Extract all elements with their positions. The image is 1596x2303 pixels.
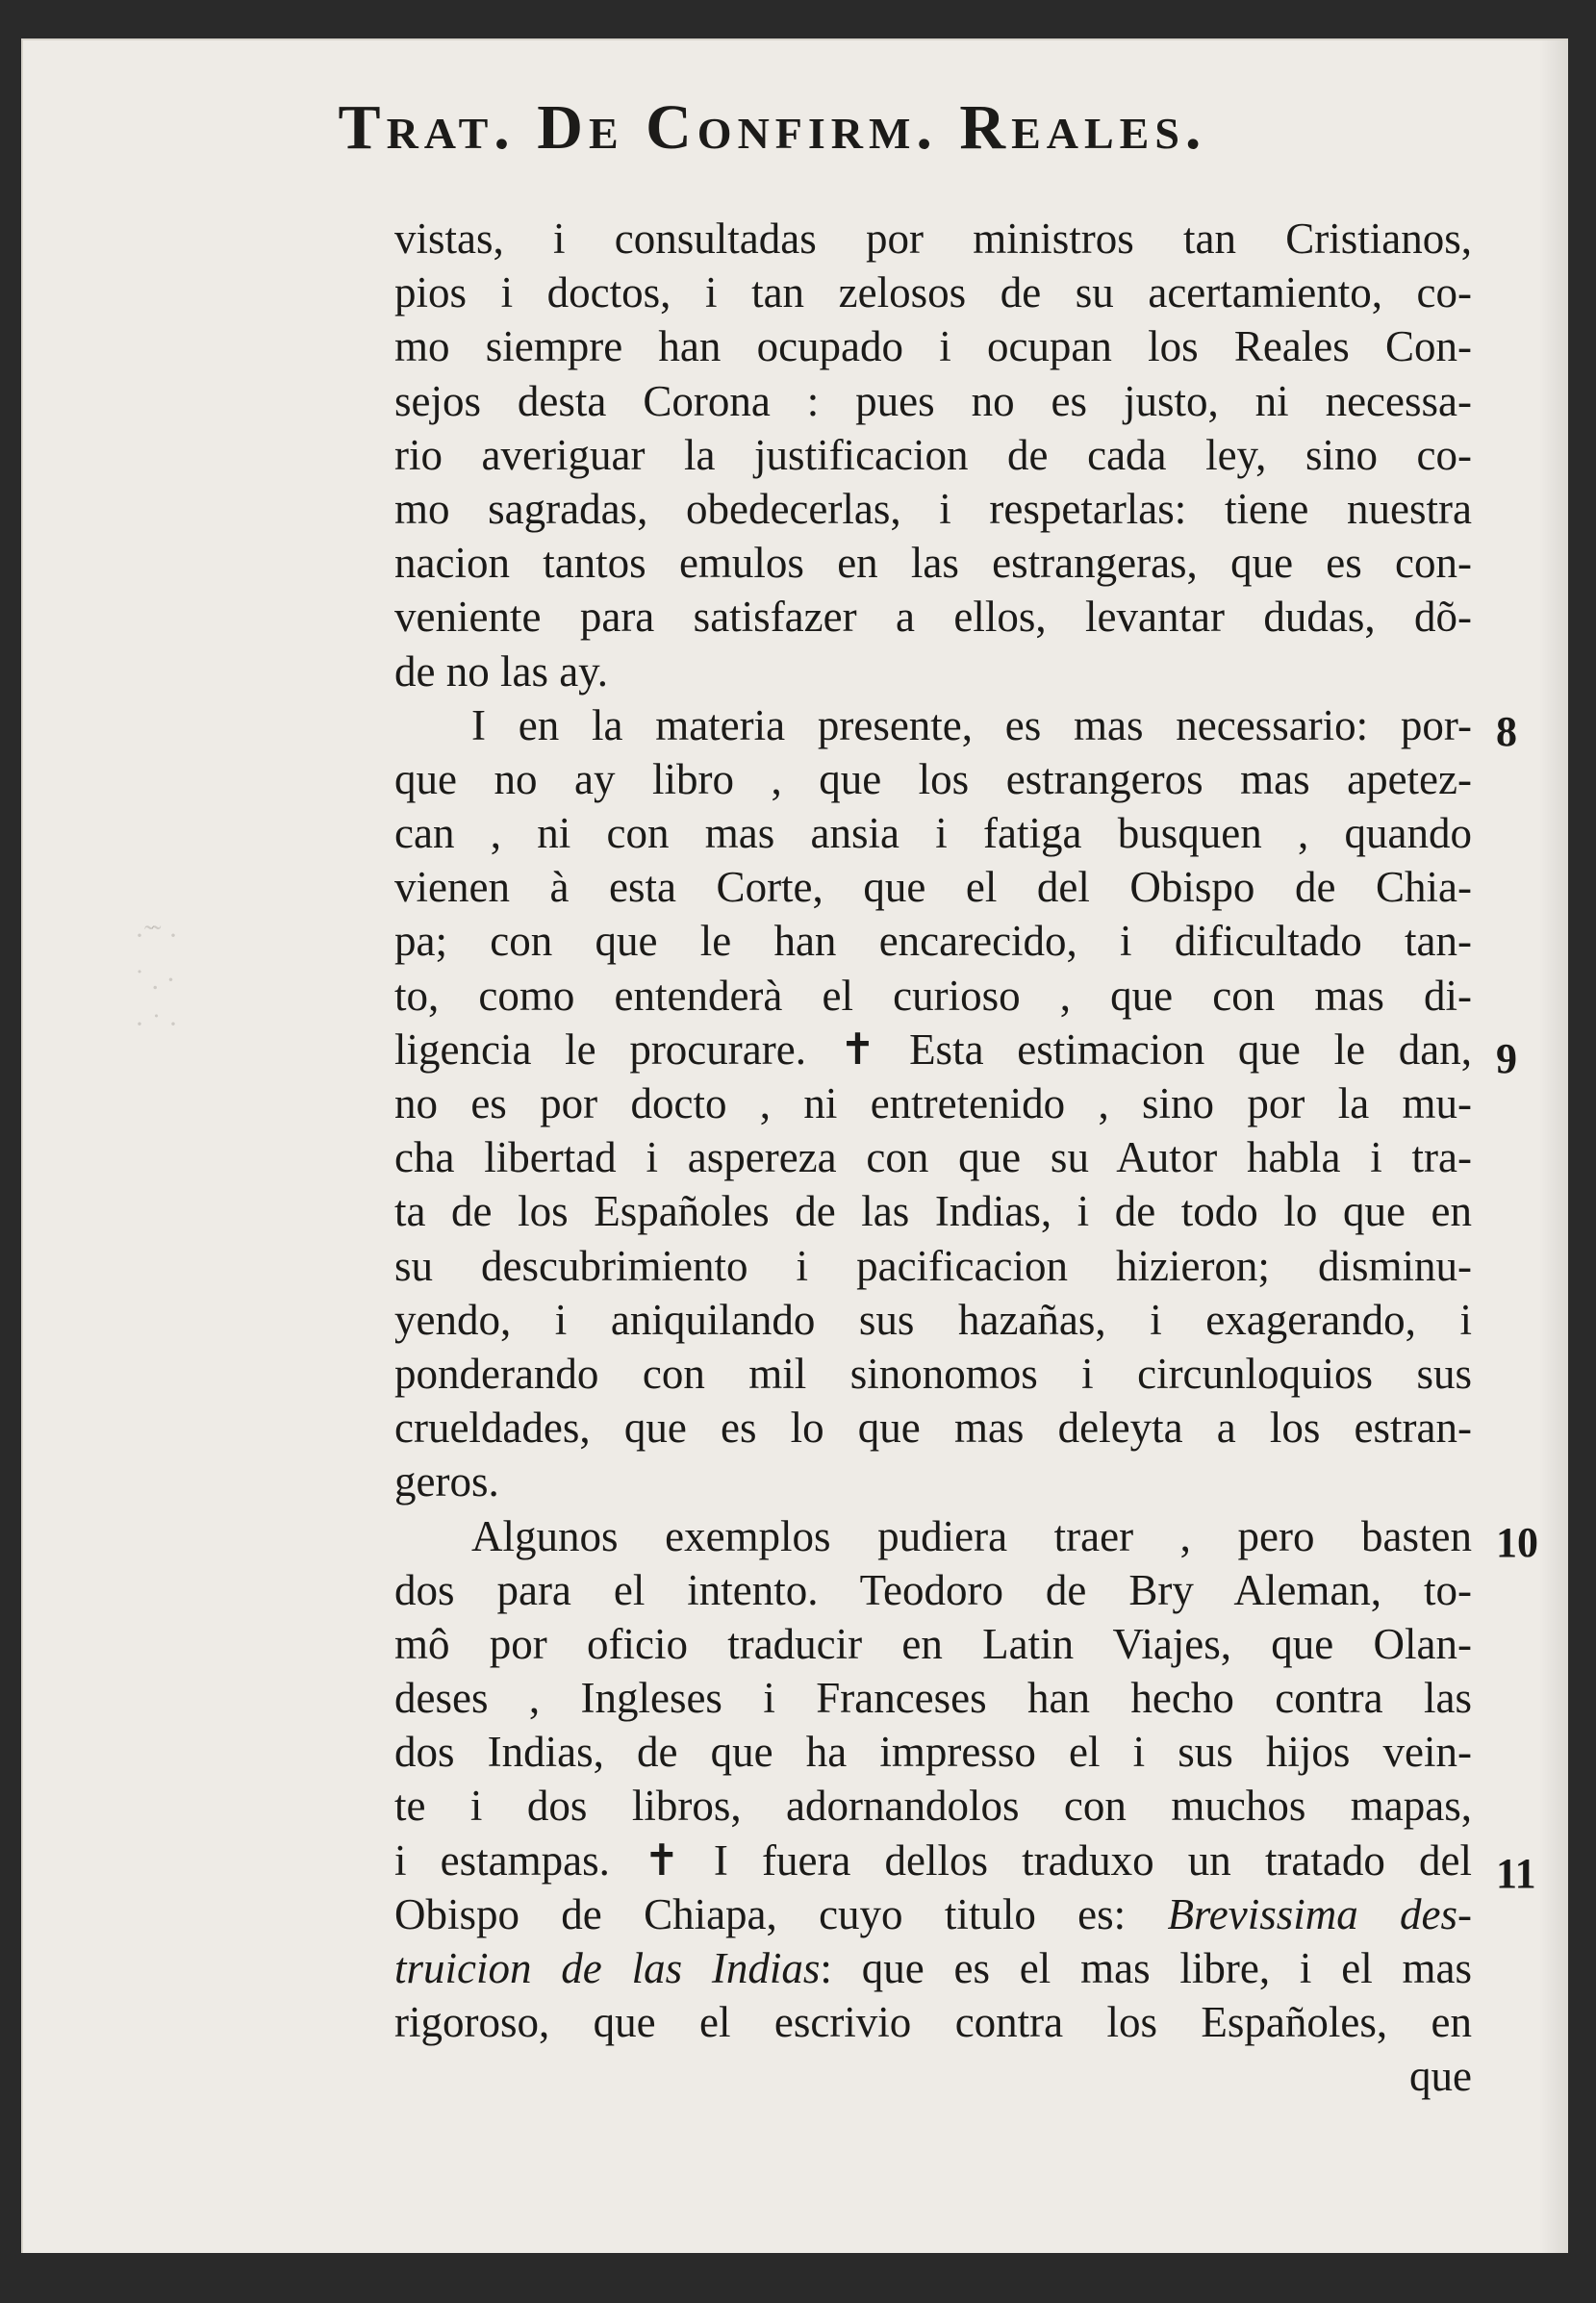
text-line: su descubrimiento i pacificacion hizieron; disminu- [394,1241,1472,1290]
text-line: to, como entenderà el curioso , que con mas di- [394,971,1472,1020]
text-line: vienen à esta Corte, que el del Obispo de Chia- [394,863,1472,912]
text-line: mô por oficio traducir en Latin Viajes, que Olan- [394,1619,1472,1668]
text-line [394,1887,1472,1941]
catchword: que [1409,2052,1472,2101]
text-line: geros. [394,1457,499,1506]
text-line [394,1941,1472,1995]
text-line: mo siempre han ocupado i ocupan los Reales Con- [394,322,1472,371]
margin-note: 11 [1496,1850,1536,1897]
text-line: rigoroso, que el escrivio contra los Españoles, en [394,1998,1472,2047]
text-line: pios i doctos, i tan zelosos de su acertamiento, co- [394,268,1472,317]
text-line: rio averiguar la justificacion de cada ley, sino co- [394,430,1472,479]
italic-title: truicion de las Indias [394,1944,821,1992]
text-segment: : que es el mas libre, i el mas [820,1944,1472,1992]
text-line: ponderando con mil sinonomos i circunloquios sus [394,1349,1472,1398]
text-line: dos para el intento. Teodoro de Bry Aleman, to- [394,1565,1472,1614]
text-line: deses , Ingleses i Franceses han hecho contra las [394,1674,1472,1723]
body-text [394,212,1472,2104]
text-line: crueldades, que es lo que mas deleyta a los estran- [394,1404,1472,1453]
text-line: can , ni con mas ansia i fatiga busquen , quando [394,809,1472,858]
text-line: Algunos exemplos pudiera traer , pero basten [471,1511,1472,1560]
text-line: dos Indias, de que ha impresso el i sus hijos vein- [394,1728,1472,1777]
text-line: i estampas. ✝ I fuera dellos traduxo un tratado del [394,1835,1472,1885]
text-line: no es por docto , ni entretenido , sino por la mu- [394,1079,1472,1127]
page-shadow [1539,40,1568,2253]
text-line: ligencia le procurare. ✝ Esta estimacion que le dan, [394,1025,1472,1074]
text-line: mo sagradas, obedecerlas, i respetarlas: tiene nuestra [394,484,1472,533]
text-line: te i dos libros, adornandolos con muchos mapas, [394,1782,1472,1831]
text-line: que no ay libro , que los estrangeros mas apetez- [394,754,1472,803]
text-line: ta de los Españoles de las Indias, i de todo lo que en [394,1187,1472,1236]
text-line: yendo, i aniquilando sus hazañas, i exagerando, i [394,1295,1472,1344]
running-header: Trat. De Confirm. Reales. [338,92,1207,163]
margin-note: 8 [1496,708,1517,755]
text-line: cha libertad i aspereza con que su Autor habla i tra- [394,1133,1472,1182]
text-line: de no las ay. [394,646,609,696]
text-line: pa; con que le han encarecido, i dificultado tan- [394,917,1472,966]
text-segment: Obispo de Chiapa, cuyo titulo es: [394,1889,1168,1938]
text-line: sejos desta Corona : pues no es justo, ni necessa- [394,376,1472,425]
bleed-through-marks: ·̃ ˜ · ˙ . · · ˙ · [135,920,178,1040]
margin-note: 10 [1496,1519,1538,1566]
text-line: veniente para satisfazer a ellos, levantar dudas, dõ- [394,593,1472,642]
margin-note: 9 [1496,1035,1517,1082]
text-line: I en la materia presente, es mas necessario: por- [471,700,1472,749]
italic-title: Brevissima des- [1167,1889,1472,1938]
text-line: vistas, i consultadas por ministros tan Cristianos, [394,215,1472,263]
text-line: nacion tantos emulos en las estrangeras, que es con- [394,539,1472,588]
